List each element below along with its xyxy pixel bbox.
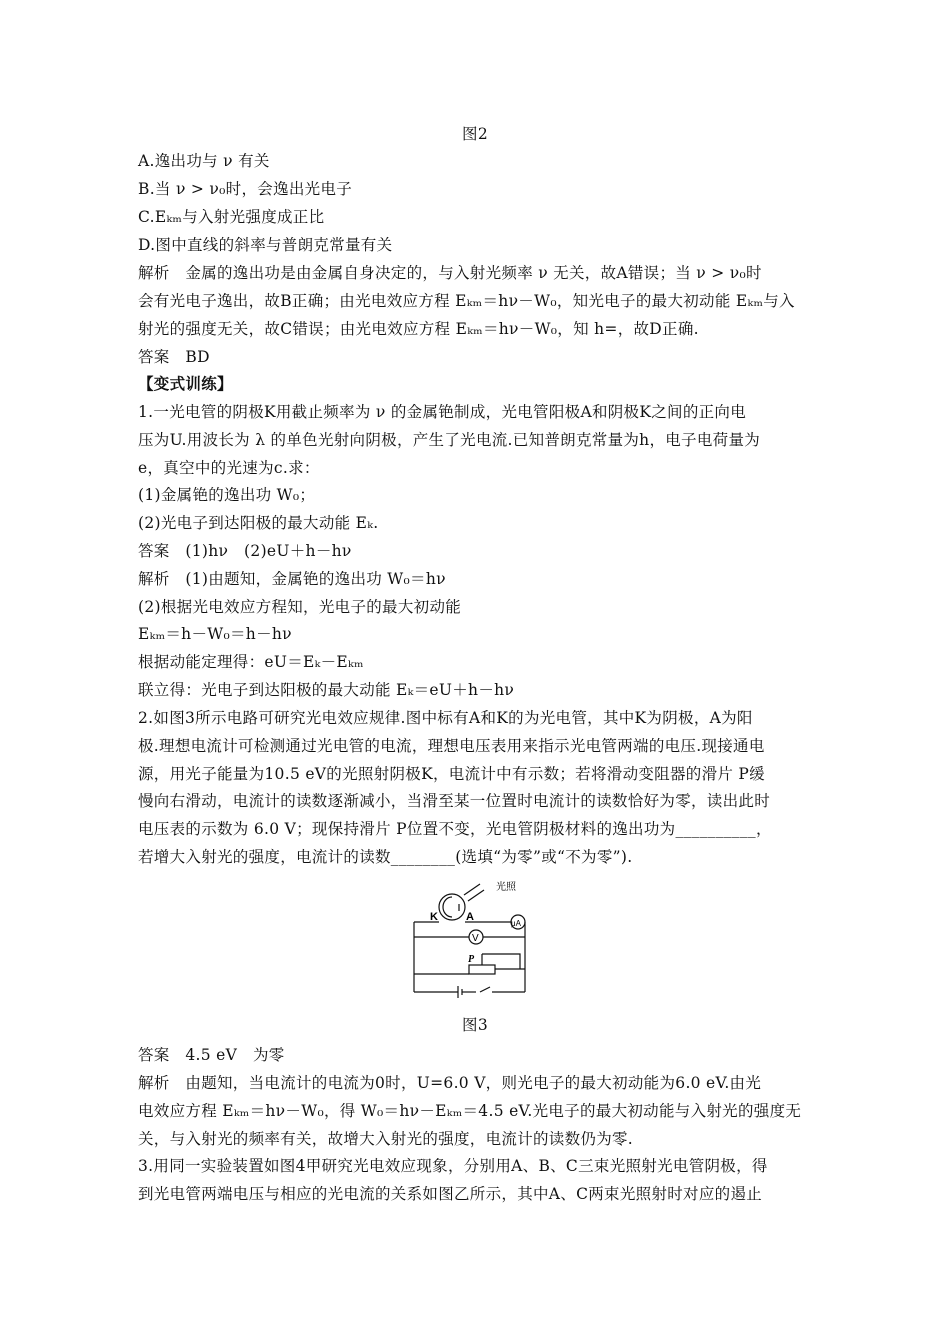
q3-stem-line: 到光电管两端电压与相应的光电流的关系如图乙所示，其中A、C两束光照射时对应的遏止: [138, 1185, 763, 1203]
q1-analysis-line: 联立得：光电子到达阳极的最大动能 Eₖ＝eU＋h－hν: [138, 681, 515, 699]
q0-analysis-line: 解析 金属的逸出功是由金属自身决定的，与入射光频率 ν 无关，故A错误；当 ν > ν₀时: [138, 264, 762, 282]
label-ua: μA: [511, 919, 521, 928]
option-b: B.当 ν > ν₀时，会逸出光电子: [138, 180, 353, 198]
figure-3-caption: 图3: [462, 1016, 488, 1034]
q2-stem-line: 2.如图3所示电路可研究光电效应规律.图中标有A和K的为光电管，其中K为阴极，A为阳: [138, 709, 753, 727]
q1-stem-line: 1.一光电管的阴极K用截止频率为 ν 的金属铯制成，光电管阳极A和阴极K之间的正向电: [138, 403, 747, 421]
label-a: A: [466, 911, 474, 923]
light-ray: [464, 884, 480, 895]
q2-stem-line: 慢向右滑动，电流计的读数逐渐减小，当滑至某一位置时电流计的读数恰好为零，读出此时: [138, 792, 771, 810]
q2-analysis-line: 解析 由题知，当电流计的电流为0时，U=6.0 V，则光电子的最大初动能为6.0 eV.由光: [138, 1074, 762, 1092]
option-a: A.逸出功与 ν 有关: [138, 152, 270, 170]
option-c: C.Eₖₘ与入射光强度成正比: [138, 208, 325, 226]
label-v: V: [472, 933, 479, 944]
label-p: P: [468, 954, 475, 965]
q1-analysis-line: 根据动能定理得：eU＝Eₖ－Eₖₘ: [138, 653, 364, 671]
option-d: D.图中直线的斜率与普朗克常量有关: [138, 236, 393, 254]
q2-analysis-line: 关，与入射光的频率有关，故增大入射光的强度，电流计的读数仍为零.: [138, 1130, 634, 1148]
q1-analysis-line: 解析 (1)由题知，金属铯的逸出功 W₀＝hν: [138, 570, 446, 588]
q2-stem-line: 源，用光子能量为10.5 eV的光照射阴极K，电流计中有示数；若将滑动变阻器的滑片 P缓: [138, 765, 765, 783]
q1-subquestion-1: (1)金属铯的逸出功 W₀；: [138, 486, 316, 504]
q0-answer: 答案 BD: [138, 348, 210, 366]
q2-stem-line: 极.理想电流计可检测通过光电管的电流，理想电压表用来指示光电管两端的电压.现接通电: [138, 737, 765, 755]
q1-analysis-line: Eₖₘ＝h－W₀＝h－hν: [138, 625, 292, 643]
figure-2-caption: 图2: [462, 125, 488, 143]
q1-stem-line: e，真空中的光速为c.求：: [138, 459, 320, 477]
q0-analysis-line: 射光的强度无关，故C错误；由光电效应方程 Eₖₘ＝hν－W₀，知 h=，故D正确.: [138, 320, 699, 338]
photoelectric-circuit-diagram: [408, 878, 532, 998]
q1-subquestion-2: (2)光电子到达阳极的最大动能 Eₖ.: [138, 514, 379, 532]
q1-analysis-line: (2)根据光电效应方程知，光电子的最大初动能: [138, 598, 462, 616]
cathode-k: [443, 897, 452, 917]
rheostat: [469, 965, 495, 974]
q3-stem-line: 3.用同一实验装置如图4甲研究光电效应现象，分别用A、B、C三束光照射光电管阴极，得: [138, 1157, 768, 1175]
q2-analysis-line: 电效应方程 Eₖₘ＝hν－W₀，得 W₀＝hν－Eₖₘ＝4.5 eV.光电子的最大初动能与入射光的强度无: [138, 1102, 802, 1120]
q1-stem-line: 压为U.用波长为 λ 的单色光射向阴极，产生了光电流.已知普朗克常量为h，电子电荷量为: [138, 431, 761, 449]
q2-stem-line: 电压表的示数为 6.0 V；现保持滑片 P位置不变，光电管阴极材料的逸出功为__________，: [138, 820, 772, 838]
variant-training-heading: 【变式训练】: [138, 374, 233, 393]
label-k: K: [430, 911, 438, 923]
switch: [480, 987, 490, 992]
q2-stem-line: 若增大入射光的强度，电流计的读数________(选填“为零”或“不为零”).: [138, 848, 633, 866]
q0-analysis-line: 会有光电子逸出，故B正确；由光电效应方程 Eₖₘ＝hν－W₀，知光电子的最大初动能 Eₖₘ与入: [138, 292, 795, 310]
label-light: 光照: [496, 882, 516, 893]
light-ray: [468, 890, 484, 901]
q1-answer: 答案 (1)hν (2)eU＋h－hν: [138, 542, 352, 560]
q2-answer: 答案 4.5 eV 为零: [138, 1046, 285, 1064]
